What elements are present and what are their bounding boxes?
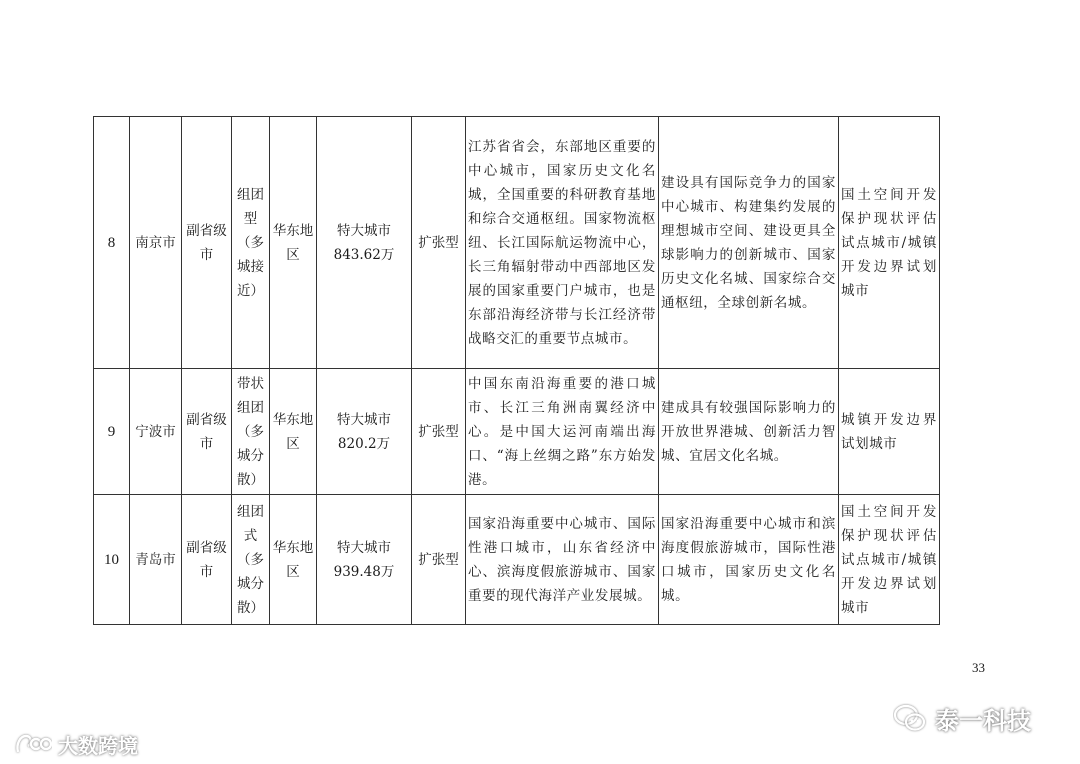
city-name: 青岛市 xyxy=(130,495,182,625)
city-size-class: 特大城市 xyxy=(337,539,391,556)
city-size xyxy=(317,117,412,369)
table-row xyxy=(94,495,940,625)
development-type: 扩张型 xyxy=(412,117,466,369)
spatial-structure: 组团式（多城分散） xyxy=(232,495,270,625)
spatial-structure: 带状组团（多城分散） xyxy=(232,369,270,495)
page-number: 33 xyxy=(972,660,985,675)
watermark-dashuju xyxy=(14,729,138,759)
row-number: 9 xyxy=(94,369,130,495)
pilot-status: 国土空间开发保护现状评估试点城市/城镇开发边界试划城市 xyxy=(839,495,940,625)
population: 843.62万 xyxy=(333,246,395,263)
city-positioning: 中国东南沿海重要的港口城市、长江三角洲南翼经济中心。是中国大运河南端出海口、“海上丝绸之路”东方始发港。 xyxy=(466,369,659,495)
population: 939.48万 xyxy=(333,563,395,580)
wechat-icon xyxy=(893,703,927,733)
admin-level: 副省级市 xyxy=(182,117,232,369)
watermark-taiyi xyxy=(893,702,1031,734)
table-row xyxy=(94,369,940,495)
spatial-structure: 组团型（多城接近） xyxy=(232,117,270,369)
development-type: 扩张型 xyxy=(412,369,466,495)
row-number: 8 xyxy=(94,117,130,369)
city-table xyxy=(93,116,940,625)
pilot-status: 国土空间开发保护现状评估试点城市/城镇开发边界试划城市 xyxy=(839,117,940,369)
table-row xyxy=(94,117,940,369)
city-name: 南京市 xyxy=(130,117,182,369)
watermark-left-text: 大数跨境 xyxy=(58,733,138,758)
region: 华东地区 xyxy=(270,369,317,495)
population: 820.2万 xyxy=(337,435,391,452)
dashuju-logo-icon xyxy=(14,732,52,756)
admin-level: 副省级市 xyxy=(182,369,232,495)
region: 华东地区 xyxy=(270,495,317,625)
admin-level: 副省级市 xyxy=(182,495,232,625)
watermark-right-text: 泰一科技 xyxy=(935,706,1031,735)
row-number: 10 xyxy=(94,495,130,625)
city-size xyxy=(317,495,412,625)
pilot-status: 城镇开发边界试划城市 xyxy=(839,369,940,495)
city-positioning: 江苏省省会，东部地区重要的中心城市，国家历史文化名城，全国重要的科研教育基地和综合交通枢纽。国家物流枢纽、长江国际航运物流中心，长三角辐射带动中西部地区发展的国家重要门户城市，也是东部沿海经济带与长江经济带战略交汇的重要节点城市。 xyxy=(466,117,659,369)
city-name: 宁波市 xyxy=(130,369,182,495)
city-positioning: 国家沿海重要中心城市、国际性港口城市，山东省经济中心、滨海度假旅游城市、国家重要的现代海洋产业发展城。 xyxy=(466,495,659,625)
region: 华东地区 xyxy=(270,117,317,369)
development-goal: 国家沿海重要中心城市和滨海度假旅游城市，国际性港口城市，国家历史文化名城。 xyxy=(659,495,839,625)
development-goal: 建设具有国际竞争力的国家中心城市、构建集约发展的理想城市空间、建设更具全球影响力的创新城市、国家历史文化名城、国家综合交通枢纽，全球创新名城。 xyxy=(659,117,839,369)
city-size-class: 特大城市 xyxy=(337,411,391,428)
development-goal: 建成具有较强国际影响力的开放世界港城、创新活力智城、宜居文化名城。 xyxy=(659,369,839,495)
city-size-class: 特大城市 xyxy=(337,222,391,239)
development-type: 扩张型 xyxy=(412,495,466,625)
city-size xyxy=(317,369,412,495)
